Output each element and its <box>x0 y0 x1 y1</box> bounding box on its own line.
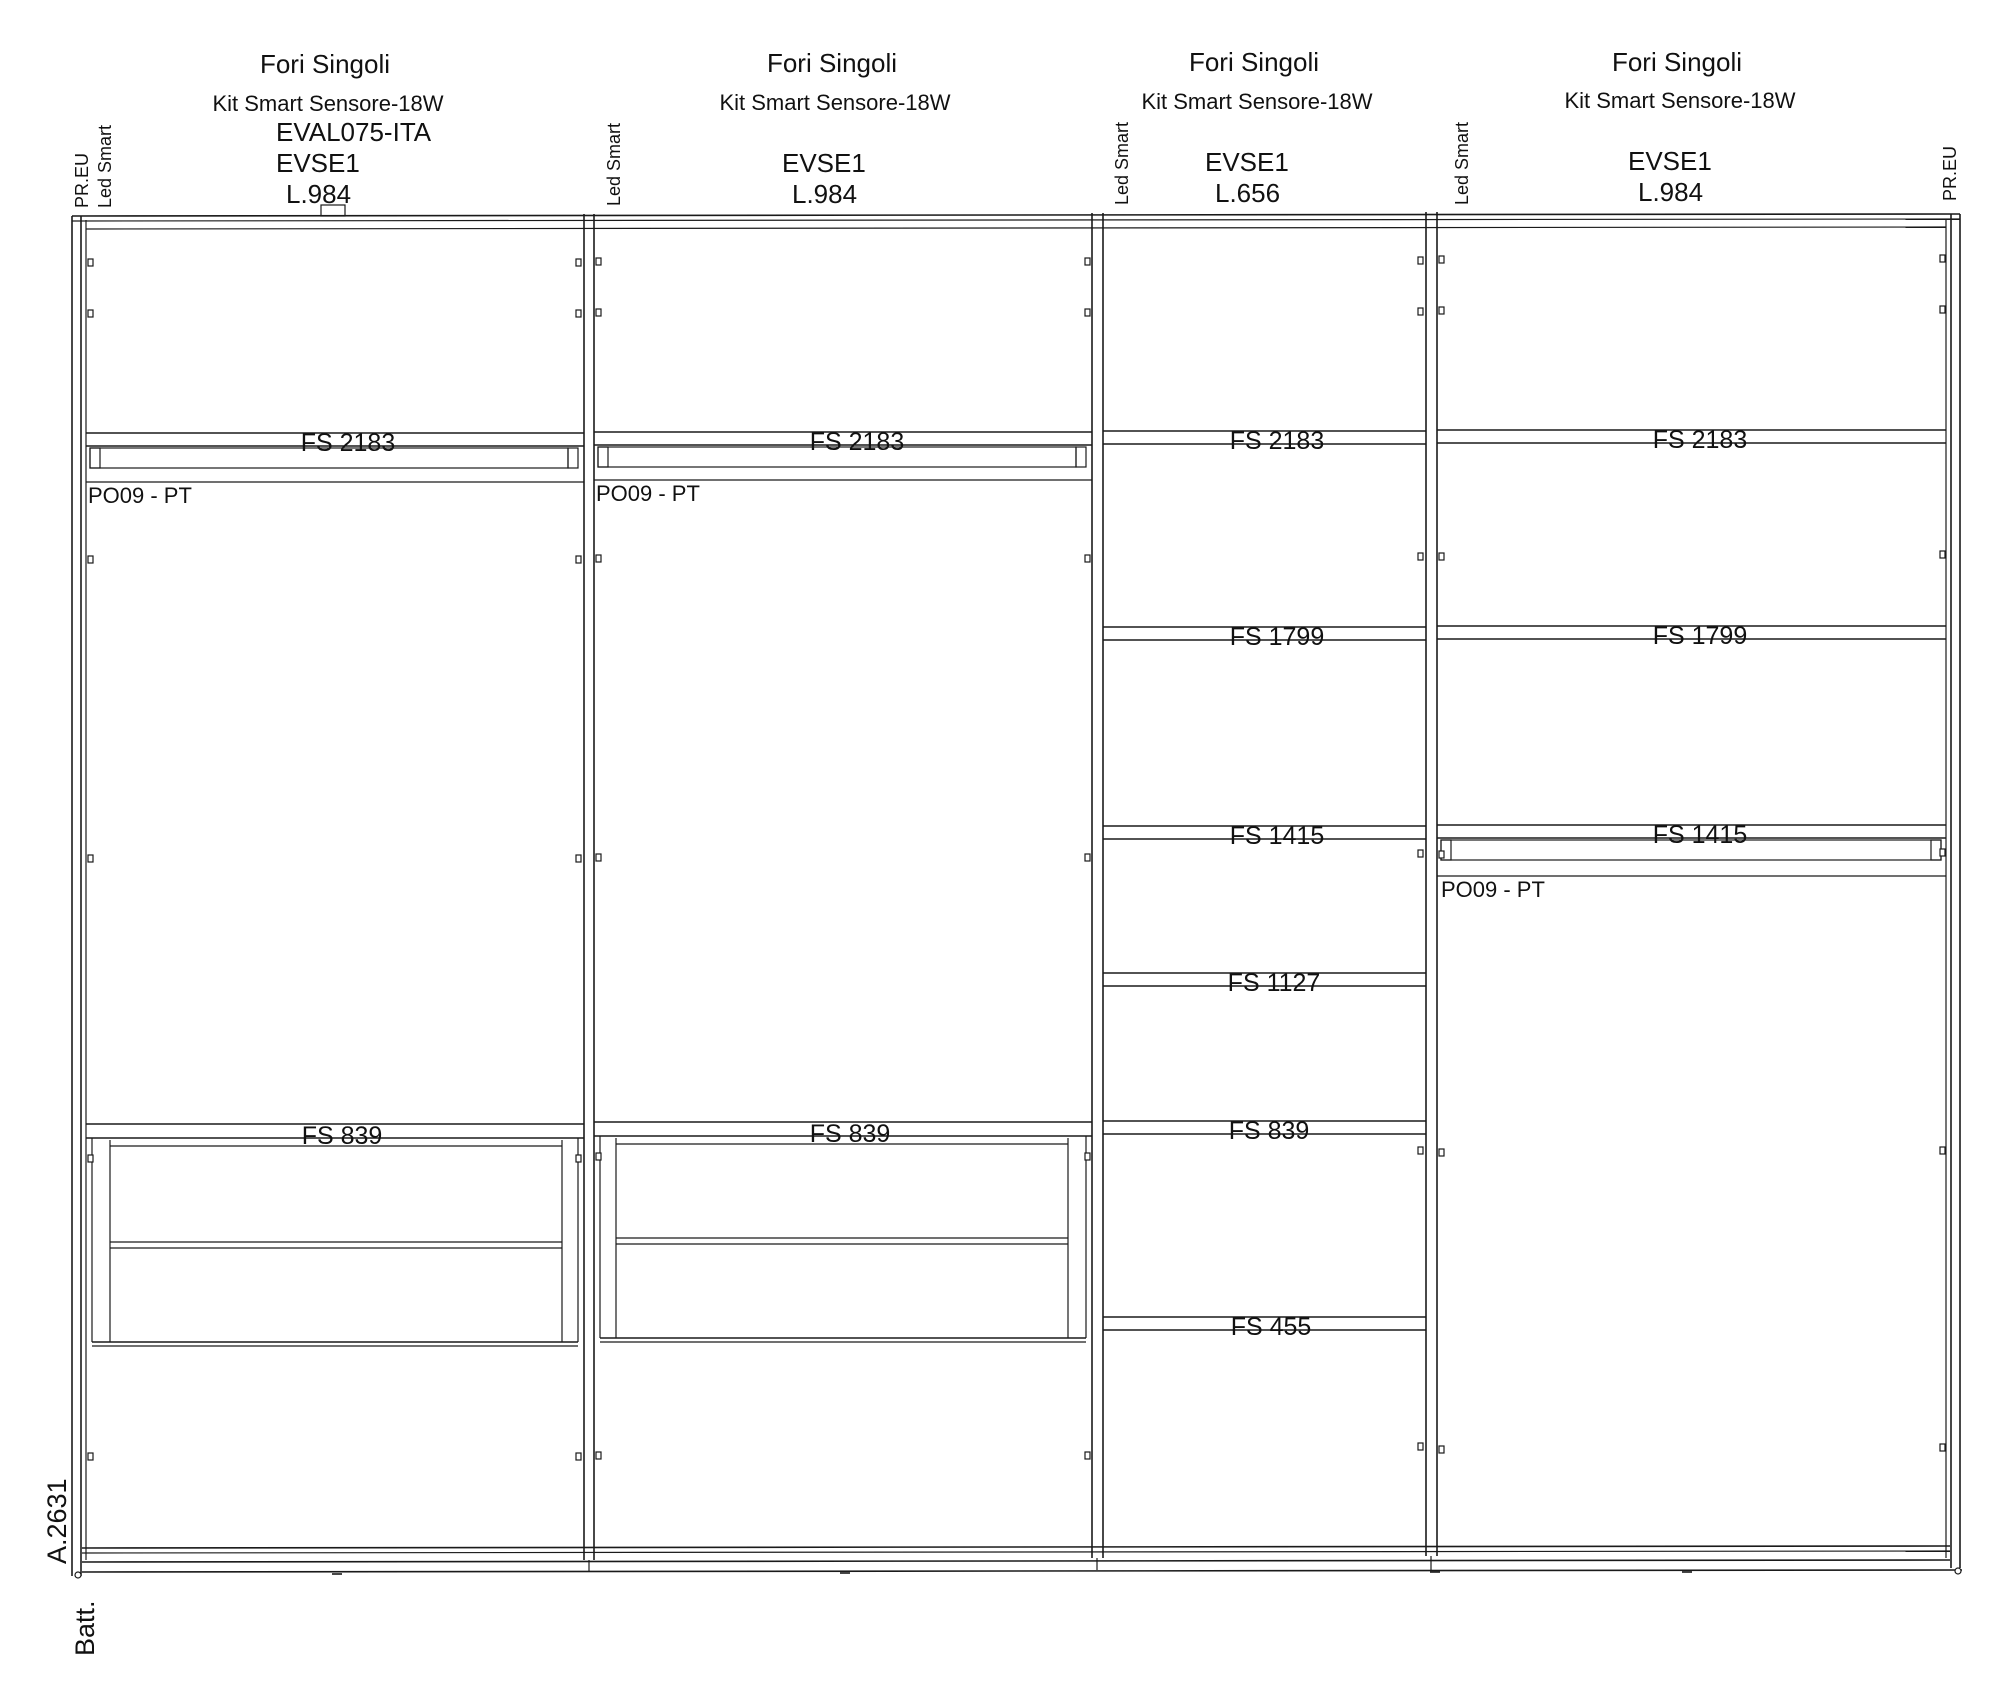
divider-post-3 <box>1426 212 1437 1570</box>
bay-1-shelf-1-label: FS 2183 <box>300 429 396 457</box>
header-bay-4 <box>1564 47 1795 207</box>
bay-1-title: Fori Singoli <box>259 49 391 79</box>
bay-3-title: Fori Singoli <box>1188 47 1320 77</box>
bay-3-peg-holes <box>1418 257 1423 1450</box>
led-label-bay-1: Led Smart <box>95 124 115 208</box>
bay-3-shelf-3 <box>1103 822 1426 850</box>
bay-2-shelf-1 <box>594 428 1092 456</box>
divider-post-1 <box>584 214 594 1572</box>
bay-3-shelf-1 <box>1103 427 1426 455</box>
bay-2-shelf-2-label: FS 839 <box>809 1120 891 1148</box>
led-label-bay-4: Led Smart <box>1452 121 1472 205</box>
bay-3-shelf-6 <box>1103 1313 1426 1341</box>
bay-1-length: L.984 <box>286 179 352 209</box>
bay-3-shelf-4-label: FS 1127 <box>1227 969 1321 997</box>
bay-3-code: EVSE1 <box>1205 147 1289 177</box>
bay-2-drawer-unit <box>600 1136 1086 1342</box>
bay-3-shelf-5 <box>1103 1117 1426 1145</box>
bay-2-rail-label: PO09 - PT <box>596 481 700 506</box>
bay-4-shelf-1-label: FS 2183 <box>1652 426 1748 454</box>
bay-1-kit: Kit Smart Sensore-18W <box>212 91 444 116</box>
bay-3-kit: Kit Smart Sensore-18W <box>1141 89 1373 114</box>
bay-4-shelf-2-label: FS 1799 <box>1652 622 1748 650</box>
outer-frame <box>72 214 1962 1578</box>
bay-4-shelf-1 <box>1437 426 1946 454</box>
bay-2-kit: Kit Smart Sensore-18W <box>719 90 951 115</box>
header-bay-1 <box>212 49 443 209</box>
header-bay-3 <box>1141 47 1372 208</box>
bay-4 <box>1437 255 1946 1453</box>
bay-1-extra: EVAL075-ITA <box>276 117 432 147</box>
bay-1-rail-label: PO09 - PT <box>88 483 192 508</box>
bay-3-shelf-1-label: FS 2183 <box>1229 427 1325 455</box>
bay-1-code: EVSE1 <box>276 148 360 178</box>
bay-2-code: EVSE1 <box>782 148 866 178</box>
bay-4-hanging-rail <box>1437 840 1946 902</box>
left-profile-label: PR.EU <box>72 152 92 208</box>
height-label: A.2631 <box>42 1478 72 1564</box>
bay-4-kit: Kit Smart Sensore-18W <box>1564 88 1796 113</box>
bay-3-shelf-6-label: FS 455 <box>1230 1313 1312 1341</box>
bay-3-shelf-3-label: FS 1415 <box>1229 822 1325 850</box>
bay-2-shelf-1-label: FS 2183 <box>809 428 905 456</box>
batt-label: Batt. <box>70 1600 100 1656</box>
bay-4-shelf-2 <box>1437 622 1946 650</box>
bay-4-shelf-3 <box>1437 821 1946 849</box>
header-bay-2 <box>719 48 950 209</box>
divider-post-2 <box>1092 213 1103 1570</box>
bay-2 <box>594 258 1092 1459</box>
bay-4-rail-label: PO09 - PT <box>1441 877 1545 902</box>
bay-3-shelf-2-label: FS 1799 <box>1229 623 1325 651</box>
bay-4-title: Fori Singoli <box>1611 47 1743 77</box>
bay-3-shelf-2 <box>1103 623 1426 651</box>
bay-2-length: L.984 <box>792 179 858 209</box>
bay-4-code: EVSE1 <box>1628 146 1712 176</box>
bay-1-shelf-2-label: FS 839 <box>301 1122 383 1150</box>
bay-1 <box>86 205 584 1460</box>
led-label-bay-2: Led Smart <box>604 122 624 206</box>
bay-2-title: Fori Singoli <box>766 48 898 78</box>
bay-1-hanging-rail <box>86 448 584 508</box>
bay-3-shelf-5-label: FS 839 <box>1228 1117 1310 1145</box>
bay-3-shelf-4 <box>1103 969 1426 997</box>
right-profile-label: PR.EU <box>1940 145 1960 201</box>
led-label-bay-3: Led Smart <box>1112 121 1132 205</box>
bay-1-drawer-unit <box>92 1138 578 1346</box>
bay-4-shelf-3-label: FS 1415 <box>1652 821 1748 849</box>
bay-3 <box>1103 257 1426 1450</box>
bay-4-length: L.984 <box>1638 177 1704 207</box>
bay-1-shelf-1 <box>86 429 584 457</box>
bay-3-length: L.656 <box>1215 178 1281 208</box>
